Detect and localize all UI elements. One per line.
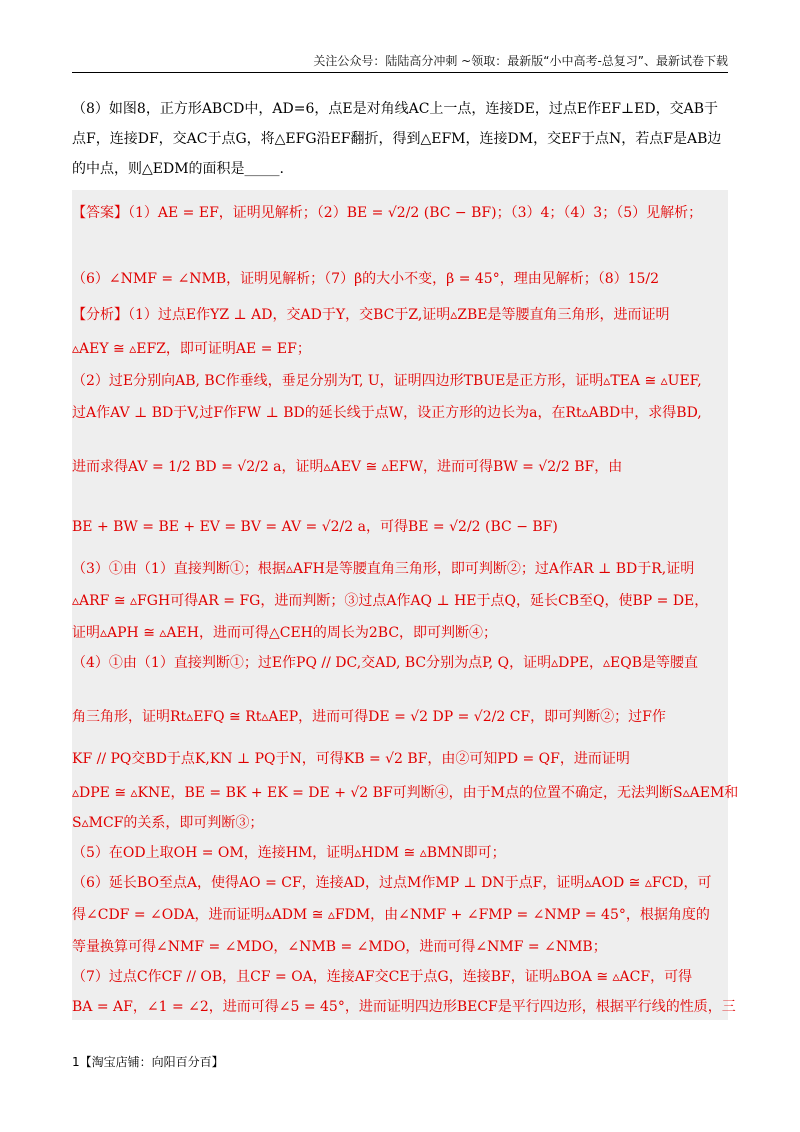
- analysis-line: BA = AF，∠1 = ∠2，进而可得∠5 = 45°，进而证明四边形BECF是平行四边形，根据平行线的性质，三: [72, 999, 736, 1015]
- analysis-line: 【分析】（1）过点E作YZ ⊥ AD，交AD于Y，交BC于Z,证明▵ZBE是等腰直角三角形，进而证明: [72, 307, 670, 323]
- header-divider: [72, 72, 728, 73]
- answer-line: 【答案】（1）AE = EF，证明见解析；（2）BE = √2/2 (BC − BF)；（3）4；（4）3；（5）见解析；: [72, 205, 703, 221]
- answer-analysis-box: [72, 190, 739, 1020]
- answer-line: （6）∠NMF = ∠NMB，证明见解析；（7）β的大小不变，β = 45°，理由见解析；（8）15/2: [72, 271, 660, 287]
- analysis-line: ▵AEY ≅ ▵EFZ，即可证明AE = EF；: [72, 341, 311, 357]
- analysis-line: （5）在OD上取OH = OM，连接HM，证明▵HDM ≅ ▵BMN即可；: [72, 845, 506, 861]
- question-8: （8）如图8，正方形ABCD中，AD=6，点E是对角线AC上一点，连接DE，过点E作EF⊥ED，交AB于点F，连接DF，交AC于点G，将△EFG沿EF翻折，得到△EFM，连接DM，交EF于点N，若点F是AB边的中点，则△EDM的面积是_____.: [72, 101, 722, 177]
- analysis-line: 角三角形，证明Rt▵EFQ ≅ Rt▵AEP，进而可得DE = √2 DP = √2/2 CF，即可判断②；过F作: [72, 709, 666, 725]
- analysis-line: 过A作AV ⊥ BD于V,过F作FW ⊥ BD的延长线于点W，设正方形的边长为a，在Rt▵ABD中，求得BD,: [72, 405, 702, 421]
- analysis-line: S▵MCF的关系，即可判断③；: [72, 815, 264, 831]
- page-footer: 1【淘宝店铺：向阳百分百】: [72, 1055, 224, 1069]
- analysis-line: （3）①由（1）直接判断①；根据▵AFH是等腰直角三角形，即可判断②；过A作AR ⊥ BD于R,证明: [72, 561, 695, 577]
- analysis-line: 等量换算可得∠NMF = ∠MDO，∠NMB = ∠MDO，进而可得∠NMF = ∠NMB；: [72, 939, 607, 955]
- analysis-line: 得∠CDF = ∠ODA，进而证明▵ADM ≅ ▵FDM，由∠NMF + ∠FMP = ∠NMP = 45°，根据角度的: [72, 907, 710, 923]
- analysis-line: 证明▵APH ≅ ▵AEH，进而可得△CEH的周长为2BC，即可判断④；: [72, 625, 498, 641]
- analysis-line: （7）过点C作CF // OB，且CF = OA，连接AF交CE于点G，连接BF，证明▵BOA ≅ ▵ACF，可得: [72, 969, 693, 985]
- analysis-line: （2）过E分别向AB, BC作垂线，垂足分别为T, U，证明四边形TBUE是正方形，证明▵TEA ≅ ▵UEF,: [72, 373, 702, 389]
- analysis-line: ▵DPE ≅ ▵KNE，BE = BK + EK = DE + √2 BF可判断④，由于M点的位置不确定，无法判断S▵AEM和: [72, 785, 739, 801]
- analysis-line: （6）延长BO至点A，使得AO = CF，连接AD，过点M作MP ⊥ DN于点F，证明▵AOD ≅ ▵FCD，可: [72, 875, 712, 891]
- page-header: 关注公众号：陆陆高分冲刺 ~领取：最新版“小中高考-总复习”、最新试卷下载: [313, 54, 728, 68]
- analysis-line: BE + BW = BE + EV = BV = AV = √2/2 a，可得BE = √2/2 (BC − BF): [72, 519, 558, 535]
- analysis-line: （4）①由（1）直接判断①；过E作PQ // DC,交AD, BC分别为点P, Q，证明▵DPE，▵EQB是等腰直: [72, 655, 699, 671]
- analysis-line: 进而求得AV = 1/2 BD = √2/2 a，证明▵AEV ≅ ▵EFW，进而可得BW = √2/2 BF，由: [72, 459, 623, 475]
- analysis-line: KF // PQ交BD于点K,KN ⊥ PQ于N，可得KB = √2 BF，由②可知PD = QF，进而证明: [72, 751, 630, 767]
- analysis-line: ▵ARF ≅ ▵FGH可得AR = FG，进而判断；③过点A作AQ ⊥ HE于点Q，延长CB至Q，使BP = DE，: [72, 593, 709, 609]
